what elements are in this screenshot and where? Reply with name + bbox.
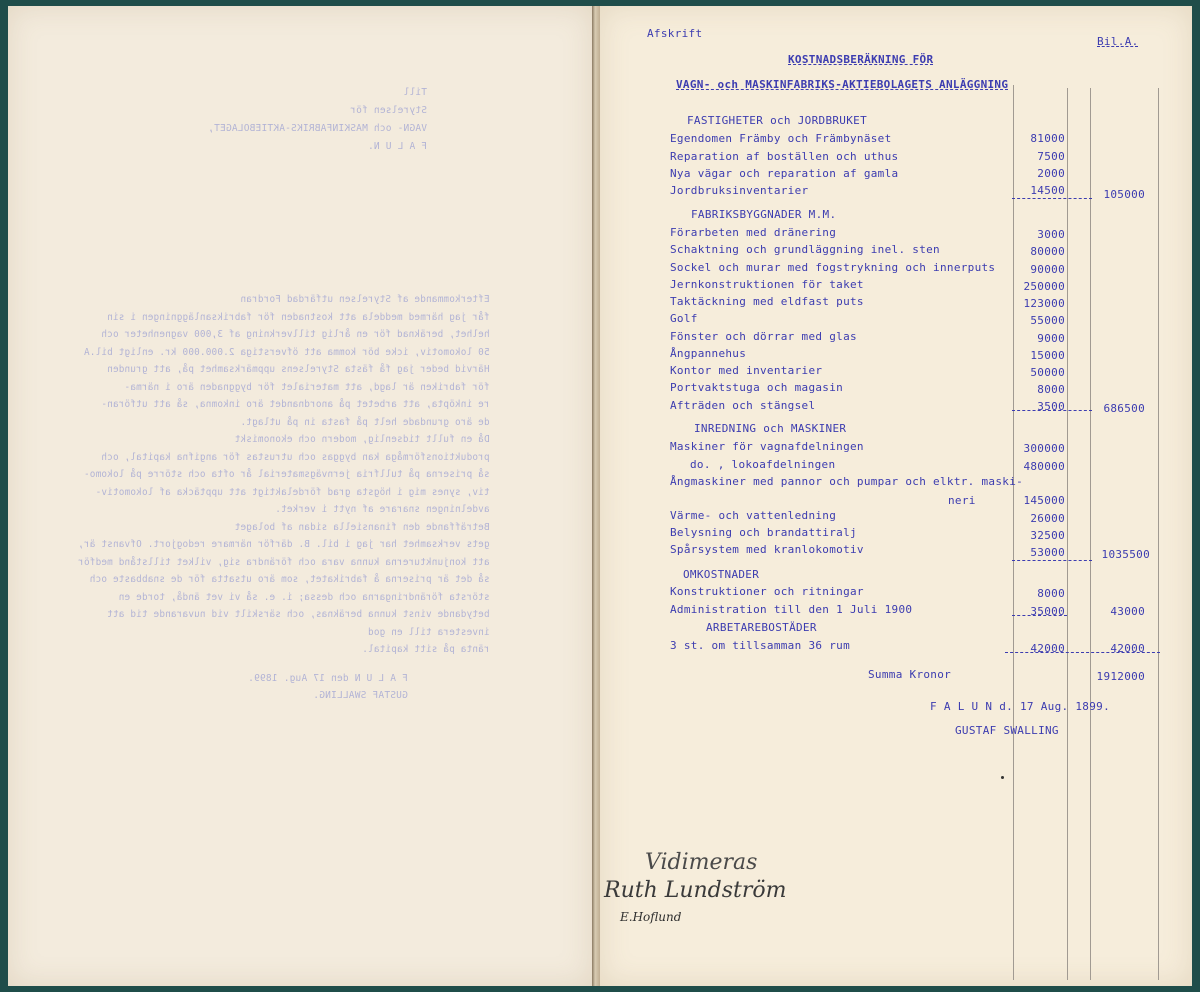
line-amount: 7500	[1037, 150, 1065, 163]
column-rule	[1067, 88, 1068, 980]
line-label: Schaktning och grundläggning inel. sten	[670, 243, 940, 256]
line-amount: 42000	[1030, 642, 1065, 655]
line-label: Portvaktstuga och magasin	[670, 381, 844, 394]
line-amount: 145000	[1023, 494, 1065, 507]
line-amount: 14500	[1030, 184, 1065, 197]
line-label: Konstruktioner och ritningar	[670, 585, 864, 598]
line-label: Fönster och dörrar med glas	[670, 330, 857, 343]
line-label: Belysning och brandattiralj	[670, 526, 857, 539]
left-page	[8, 6, 592, 986]
line-label: Sockel och murar med fogstrykning och innerputs	[670, 261, 996, 274]
line-amount: 3500	[1037, 400, 1065, 413]
line-label: Egendomen Främby och Främbynäset	[670, 132, 892, 145]
handwritten-initials: E.Hoflund	[620, 910, 682, 924]
line-amount: 90000	[1030, 263, 1065, 276]
ink-dot	[1001, 776, 1004, 779]
line-amount: 8000	[1037, 383, 1065, 396]
document-subtitle: VAGN- och MASKINFABRIKS-AKTIEBOLAGETS ANLÄGGNING	[676, 78, 1009, 91]
line-label: Jernkonstruktionen för taket	[670, 278, 864, 291]
line-amount: 50000	[1030, 366, 1065, 379]
line-label: Nya vägar och reparation af gamla	[670, 167, 899, 180]
section-heading: FABRIKSBYGGNADER M.M.	[691, 208, 837, 221]
bleed-body: Efterkommande af Styrelsen utfärdad Fordran får jag härmed meddela att kostnaden för fabriksanläggningen i sin helhet, beräknad för en årlig tillverkning af 3,000 vagnenheter och 50 lokomotiv, icke bör komma att öfverstiga 2.000.000 kr. enligt bil.A Härvid beder jag få fästa Styrelsens uppmärksamhet på, att grunden för fabriken är lagd, att materialet för byggnaden äro i närma- re inköpta, att arbetet på anordnandet äro inkomna, så att utföran- de äro grundade helt på fasta in på utlagt. Då en fullt tidsenlig, modern och ekonomiskt produktionsförmåga kan byggas och utrustas för angifna kapital, och så priserna på tullfria jernvägsmaterial år ofta och större på lokomo- tiv, synes mig i högsta grad fördelaktigt att upptäcka af lokomotiv- avdelningen snarare af nytt i verket. Beträffande den finansiella sidan af bolaget gets verksamhet har jag i bil. B. därför närmare redogjort. Ofvanst är, att konjunkturerna kunna vara och förändra sig, vilket tillstånd medför så det är priserna å fabrikatet, som äro utsatta för de snabbaste och största förändringarna och dessa; i. e. så vi vet ändå, torde en betydande vinst kunna beräknas, och särskilt vid nuvarande tid att investera till en god ränta på sitt kapital.	[78, 294, 490, 655]
column-rule	[1090, 88, 1091, 980]
line-amount: 81000	[1030, 132, 1065, 145]
line-amount: 3000	[1037, 228, 1065, 241]
line-amount: 9000	[1037, 332, 1065, 345]
column-rule	[1158, 88, 1159, 980]
section-heading: ARBETAREBOSTÄDER	[706, 621, 817, 634]
line-label: Kontor med inventarier	[670, 364, 823, 377]
line-amount: 15000	[1030, 349, 1065, 362]
subtotal-rule	[1012, 615, 1067, 616]
line-amount: 480000	[1023, 460, 1065, 473]
subtotal-rule	[1012, 198, 1092, 199]
line-amount: 26000	[1030, 512, 1065, 525]
place-date: F A L U N d. 17 Aug. 1899.	[930, 700, 1110, 713]
line-amount: 2000	[1037, 167, 1065, 180]
section-total: 686500	[1103, 402, 1145, 415]
grand-total-value: 1912000	[1096, 670, 1145, 683]
line-label: Taktäckning med eldfast puts	[670, 295, 864, 308]
section-heading: INREDNING och MASKINER	[694, 422, 847, 435]
document-title: KOSTNADSBERÄKNING FÖR	[788, 53, 934, 66]
bleed-head: Till Styrelsen för VAGN- och MASKINFABRIKS-AKTIEBOLAGET, F A L U N.	[208, 87, 428, 152]
copy-label: Afskrift	[647, 27, 703, 40]
section-heading: FASTIGHETER och JORDBRUKET	[687, 114, 867, 127]
subtotal-rule	[1012, 410, 1092, 411]
line-label: Administration till den 1 Juli 1900	[670, 603, 913, 616]
line-amount: 53000	[1030, 546, 1065, 559]
line-amount: 32500	[1030, 529, 1065, 542]
bleed-signature: F A L U N den 17 Aug. 1899. GUSTAF SWALLING.	[248, 673, 408, 701]
line-label: Reparation af boställen och uthus	[670, 150, 899, 163]
section-total: 43000	[1110, 605, 1145, 618]
line-label: Spårsystem med kranlokomotiv	[670, 543, 864, 556]
subtotal-rule	[1012, 560, 1092, 561]
line-amount: 250000	[1023, 280, 1065, 293]
line-amount: 55000	[1030, 314, 1065, 327]
signer-name: GUSTAF SWALLING	[955, 724, 1059, 737]
section-total: 1035500	[1101, 548, 1150, 561]
line-label: Golf	[670, 312, 698, 325]
line-amount: 8000	[1037, 587, 1065, 600]
line-label: Förarbeten med dränering	[670, 226, 837, 239]
line-label: do. , lokoafdelningen	[690, 458, 836, 471]
subtotal-rule	[1005, 652, 1160, 653]
section-heading: OMKOSTNADER	[683, 568, 760, 581]
page-fold	[592, 6, 600, 986]
line-label: Värme- och vattenledning	[670, 509, 837, 522]
handwritten-signature: Ruth Lundström	[604, 878, 787, 903]
line-label: Ångpannehus	[670, 347, 747, 360]
line-label: 3 st. om tillsamman 36 rum	[670, 639, 850, 652]
section-total: 42000	[1110, 642, 1145, 655]
line-label: Jordbruksinventarier	[670, 184, 809, 197]
line-label: Ångmaskiner med pannor och pumpar och elktr. maski-	[670, 475, 1024, 488]
line-amount: 80000	[1030, 245, 1065, 258]
line-amount: 300000	[1023, 442, 1065, 455]
line-label: Maskiner för vagnafdelningen	[670, 440, 864, 453]
section-total: 105000	[1103, 188, 1145, 201]
grand-total-label: Summa Kronor	[868, 668, 952, 681]
appendix-label: Bil.A.	[1097, 35, 1139, 48]
line-label: Afträden och stängsel	[670, 399, 816, 412]
line-amount: 35000	[1030, 605, 1065, 618]
line-amount: 123000	[1023, 297, 1065, 310]
line-label: neri	[948, 494, 976, 507]
handwritten-certification: Vidimeras	[645, 850, 758, 875]
